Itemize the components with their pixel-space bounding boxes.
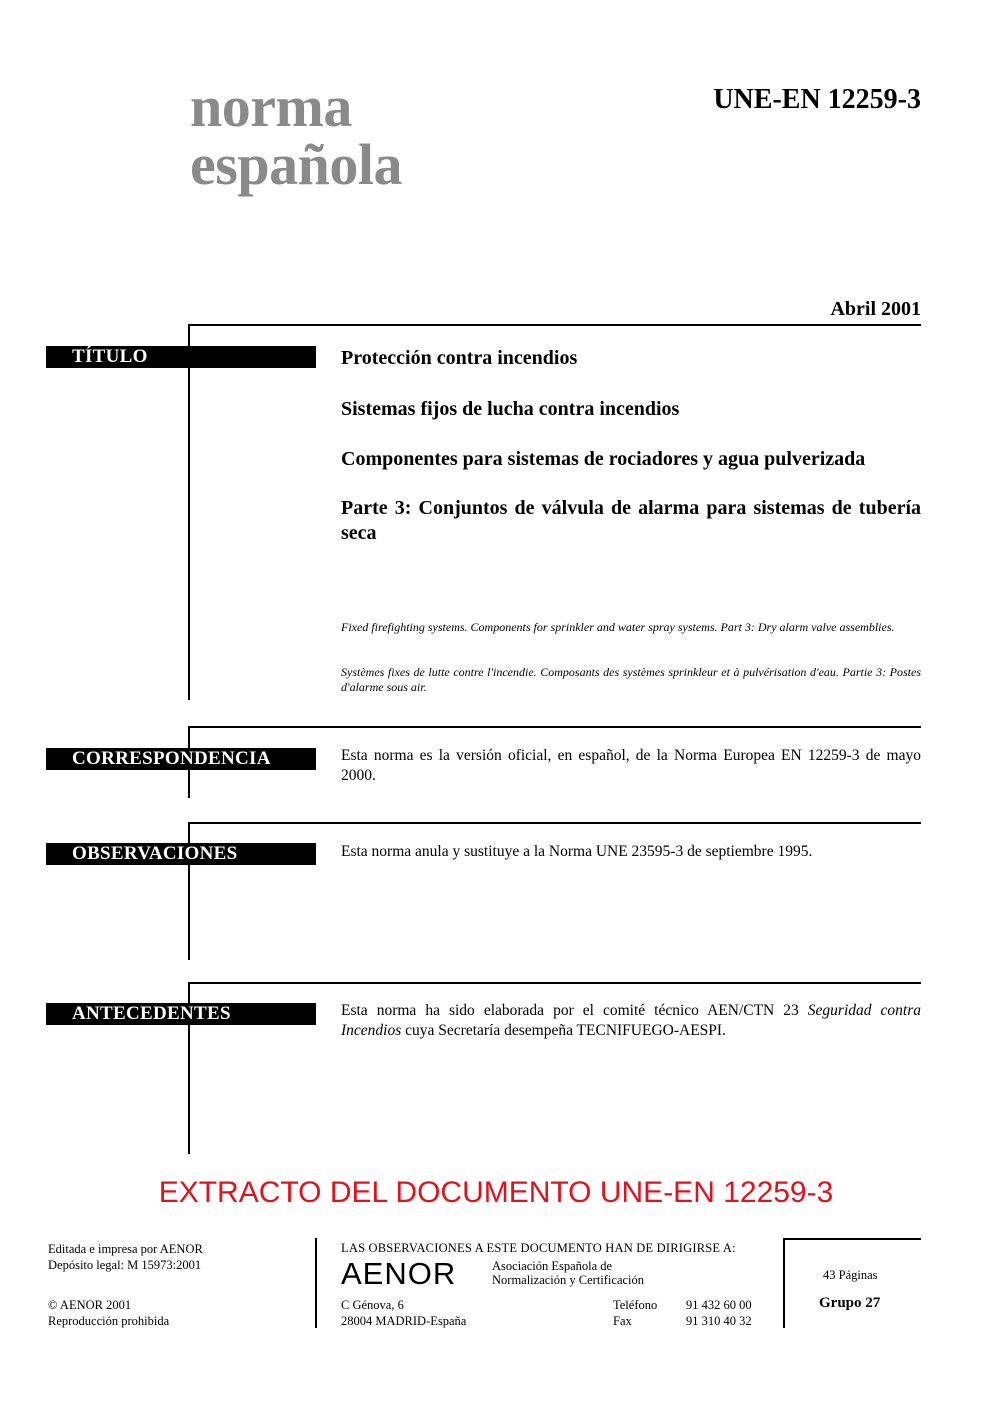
footer-publisher — [48, 1241, 203, 1273]
footer-address — [341, 1297, 466, 1329]
publication-date: Abril 2001 — [830, 298, 921, 320]
antecedentes-text — [341, 1001, 921, 1041]
phone-label: Teléfono — [613, 1298, 658, 1312]
phone-number: 91 432 60 00 — [686, 1298, 752, 1312]
title-line-1: Protección contra incendios — [341, 347, 578, 369]
brand-line-1: norma — [190, 74, 352, 139]
correspondencia-text: Esta norma es la versión oficial, en español, de la Norma Europea EN 12259-3 de mayo 2000. — [341, 747, 921, 784]
footer-observations-note: LAS OBSERVACIONES A ESTE DOCUMENTO HAN DE DIRIGIRSE A: — [341, 1241, 736, 1255]
footer-reproduction: Reproducción prohibida — [48, 1314, 170, 1328]
antecedentes-text-after: cuya Secretaría desempeña TECNIFUEGO-AESPI. — [401, 1022, 726, 1039]
french-title: Systèmes fixes de lutte contre l'incendie. Composants des systèmes sprinkleur et à pulvérisation d'eau. Partie 3: Postes d'alarme sous air. — [341, 665, 921, 694]
antecedentes-label: ANTECEDENTES — [46, 1003, 316, 1025]
fax-number: 91 310 40 32 — [686, 1314, 752, 1328]
address-line-1: C Génova, 6 — [341, 1298, 404, 1312]
price-group: Grupo 27 — [819, 1295, 881, 1311]
brand-line-2: española — [190, 132, 402, 197]
footer-divider-right — [783, 1238, 785, 1328]
antecedentes-text-before: Esta norma ha sido elaborada por el comité técnico AEN/CTN 23 — [341, 1002, 808, 1019]
footer-edited: Editada e impresa por AENOR — [48, 1242, 203, 1256]
observaciones-top-rule — [188, 822, 921, 824]
titulo-left-rule — [188, 324, 190, 700]
page-count: 43 Páginas — [823, 1268, 878, 1282]
footer-rights — [48, 1297, 169, 1329]
title-line-4: Parte 3: Conjuntos de válvula de alarma para sistemas de tubería seca — [341, 497, 921, 544]
assoc-line-1: Asociación Española de — [492, 1259, 613, 1273]
aenor-logo: AENOR — [341, 1256, 457, 1291]
correspondencia-label: CORRESPONDENCIA — [46, 748, 316, 770]
antecedentes-committee-name: Seguridad contra Incendios — [341, 1002, 922, 1039]
standard-code: UNE-EN 12259-3 — [713, 84, 921, 115]
observaciones-text: Esta norma anula y sustituye a la Norma UNE 23595-3 de septiembre 1995. — [341, 843, 813, 860]
footer-divider-left — [315, 1238, 317, 1328]
english-title: Fixed firefighting systems. Components for sprinkler and water spray systems. Part 3: Dry alarm valve assemblies. — [341, 620, 895, 634]
footer-copyright: © AENOR 2001 — [48, 1298, 132, 1312]
footer-contact-labels — [613, 1297, 657, 1329]
antecedentes-top-rule — [188, 982, 921, 984]
extract-notice: EXTRACTO DEL DOCUMENTO UNE-EN 12259-3 — [158, 1176, 834, 1209]
title-line-2: Sistemas fijos de lucha contra incendios — [341, 398, 680, 420]
aenor-association-name — [492, 1259, 644, 1287]
brand-wordmark — [190, 74, 402, 197]
fax-label: Fax — [613, 1314, 632, 1328]
footer-contact-values — [686, 1297, 752, 1329]
correspondencia-top-rule — [188, 726, 921, 728]
address-line-2: 28004 MADRID-España — [341, 1314, 467, 1328]
assoc-line-2: Normalización y Certificación — [492, 1273, 645, 1287]
titulo-top-rule — [188, 324, 921, 326]
title-line-3: Componentes para sistemas de rociadores y agua pulverizada — [341, 448, 866, 470]
footer-deposit: Depósito legal: M 15973:2001 — [48, 1258, 202, 1272]
titulo-label: TÍTULO — [46, 346, 316, 368]
footer-box-top-rule — [783, 1238, 921, 1240]
observaciones-label: OBSERVACIONES — [46, 843, 316, 865]
